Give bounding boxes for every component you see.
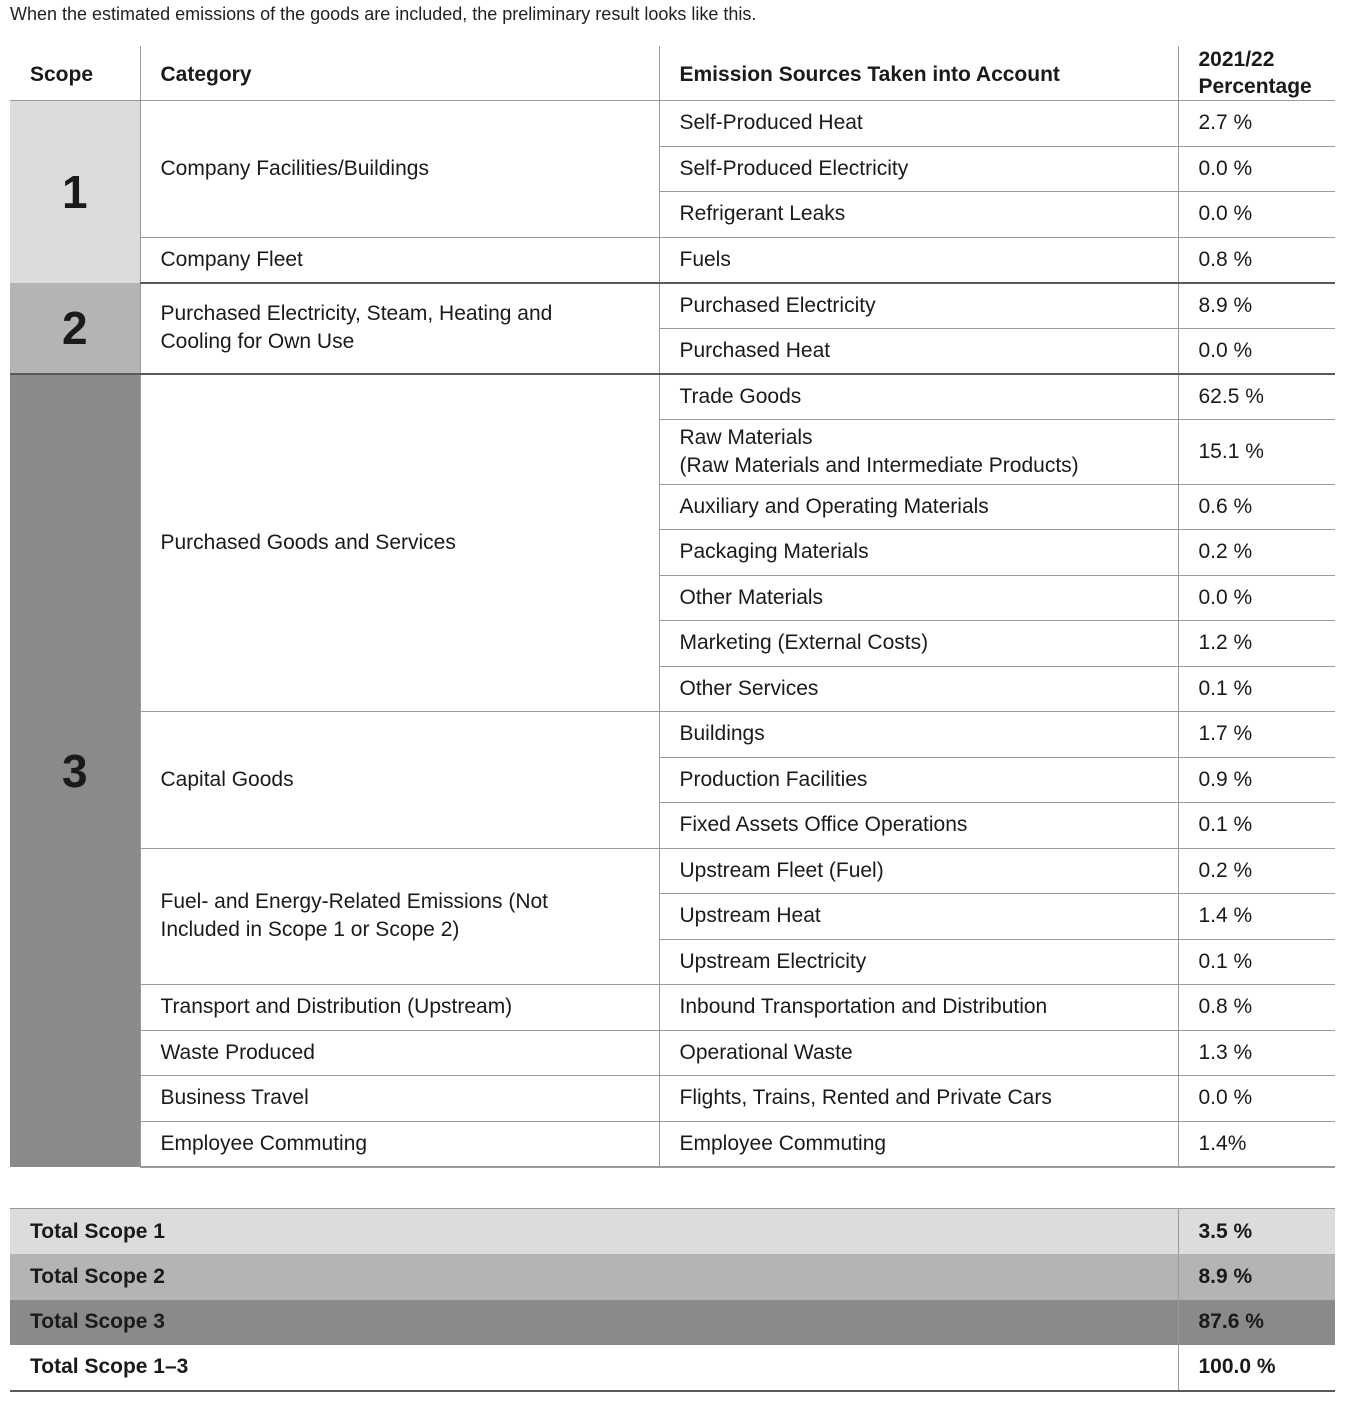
source-cell: Auxiliary and Operating Materials xyxy=(659,484,1178,530)
source-cell: Employee Commuting xyxy=(659,1121,1178,1167)
percentage-cell: 1.2 % xyxy=(1178,621,1335,667)
percentage-cell: 0.8 % xyxy=(1178,237,1335,283)
category-travel: Business Travel xyxy=(140,1076,659,1122)
category-capital-goods: Capital Goods xyxy=(140,712,659,849)
source-cell: Purchased Heat xyxy=(659,328,1178,374)
source-cell: Other Materials xyxy=(659,575,1178,621)
source-cell: Flights, Trains, Rented and Private Cars xyxy=(659,1076,1178,1122)
table-row xyxy=(10,1076,1335,1122)
total-row-all-scopes xyxy=(10,1345,1335,1391)
source-cell: Refrigerant Leaks xyxy=(659,192,1178,238)
category-commuting: Employee Commuting xyxy=(140,1121,659,1167)
percentage-cell: 0.8 % xyxy=(1178,985,1335,1031)
percentage-cell: 8.9 % xyxy=(1178,283,1335,329)
percentage-cell: 15.1 % xyxy=(1178,419,1335,484)
percentage-cell: 0.2 % xyxy=(1178,848,1335,894)
percentage-cell: 0.0 % xyxy=(1178,1076,1335,1122)
total-value: 3.5 % xyxy=(1178,1209,1335,1255)
header-sources: Emission Sources Taken into Account xyxy=(659,46,1178,101)
category-fuel-energy-line2: Included in Scope 1 or Scope 2) xyxy=(160,918,460,942)
total-value: 87.6 % xyxy=(1178,1300,1335,1346)
percentage-cell: 1.3 % xyxy=(1178,1030,1335,1076)
category-purchased-energy-line1: Purchased Electricity, Steam, Heating and xyxy=(160,302,553,325)
table-row xyxy=(10,985,1335,1031)
table-row xyxy=(10,283,1335,329)
total-label: Total Scope 1 xyxy=(10,1209,1178,1255)
percentage-cell: 0.1 % xyxy=(1178,666,1335,712)
percentage-cell: 0.6 % xyxy=(1178,484,1335,530)
category-fuel-energy-line1: Fuel- and Energy-Related Emissions (Not xyxy=(160,890,548,914)
percentage-cell: 1.4 % xyxy=(1178,894,1335,940)
table-row xyxy=(10,101,1335,147)
percentage-cell: 62.5 % xyxy=(1178,374,1335,420)
header-percentage xyxy=(1178,46,1335,101)
totals-table xyxy=(10,1208,1335,1392)
table-row xyxy=(10,374,1335,420)
total-value: 100.0 % xyxy=(1178,1345,1335,1391)
percentage-cell: 0.0 % xyxy=(1178,575,1335,621)
table-row xyxy=(10,712,1335,758)
category-fleet: Company Fleet xyxy=(140,237,659,283)
percentage-cell: 2.7 % xyxy=(1178,101,1335,147)
percentage-cell: 1.7 % xyxy=(1178,712,1335,758)
percentage-cell: 0.2 % xyxy=(1178,530,1335,576)
source-cell: Self-Produced Heat xyxy=(659,101,1178,147)
source-cell: Fixed Assets Office Operations xyxy=(659,803,1178,849)
source-cell: Packaging Materials xyxy=(659,530,1178,576)
percentage-cell: 0.0 % xyxy=(1178,328,1335,374)
intro-text: When the estimated emissions of the goods are included, the preliminary result looks like this. xyxy=(10,4,757,24)
scope-1-cell: 1 xyxy=(10,101,140,283)
source-cell: Marketing (External Costs) xyxy=(659,621,1178,667)
total-row-scope-3 xyxy=(10,1300,1335,1346)
total-label: Total Scope 1–3 xyxy=(10,1345,1178,1391)
source-cell xyxy=(659,419,1178,484)
source-cell: Other Services xyxy=(659,666,1178,712)
source-cell: Upstream Electricity xyxy=(659,939,1178,985)
table-row xyxy=(10,1121,1335,1167)
source-cell: Upstream Heat xyxy=(659,894,1178,940)
scope-3-cell: 3 xyxy=(10,374,140,1167)
header-category: Category xyxy=(140,46,659,101)
source-line2: (Raw Materials and Intermediate Products) xyxy=(679,453,1079,477)
source-cell: Purchased Electricity xyxy=(659,283,1178,329)
header-percentage-year: 2021/22 xyxy=(1198,48,1275,71)
emissions-table xyxy=(10,46,1335,1168)
category-facilities: Company Facilities/Buildings xyxy=(140,101,659,238)
source-cell: Trade Goods xyxy=(659,374,1178,420)
category-waste: Waste Produced xyxy=(140,1030,659,1076)
header-row xyxy=(10,46,1335,101)
table-row xyxy=(10,848,1335,894)
table-row xyxy=(10,1030,1335,1076)
source-line1: Raw Materials xyxy=(679,425,813,449)
total-row-scope-2 xyxy=(10,1254,1335,1300)
source-cell: Fuels xyxy=(659,237,1178,283)
category-purchased-energy xyxy=(140,283,659,374)
percentage-cell: 1.4% xyxy=(1178,1121,1335,1167)
percentage-cell: 0.0 % xyxy=(1178,192,1335,238)
source-cell: Operational Waste xyxy=(659,1030,1178,1076)
header-scope: Scope xyxy=(10,46,140,101)
source-cell: Inbound Transportation and Distribution xyxy=(659,985,1178,1031)
table-row xyxy=(10,237,1335,283)
category-fuel-energy xyxy=(140,848,659,985)
total-label: Total Scope 3 xyxy=(30,1310,165,1334)
total-label: Total Scope 2 xyxy=(30,1264,165,1288)
category-goods-services: Purchased Goods and Services xyxy=(140,374,659,712)
percentage-cell: 0.1 % xyxy=(1178,803,1335,849)
percentage-cell: 0.9 % xyxy=(1178,757,1335,803)
source-cell: Self-Produced Electricity xyxy=(659,146,1178,192)
total-row-scope-1 xyxy=(10,1209,1335,1255)
category-purchased-energy-line2: Cooling for Own Use xyxy=(160,330,355,353)
total-value: 8.9 % xyxy=(1178,1254,1335,1300)
percentage-cell: 0.1 % xyxy=(1178,939,1335,985)
percentage-cell: 0.0 % xyxy=(1178,146,1335,192)
source-cell: Buildings xyxy=(659,712,1178,758)
header-percentage-label: Percentage xyxy=(1198,75,1312,98)
source-cell: Upstream Fleet (Fuel) xyxy=(659,848,1178,894)
scope-2-cell: 2 xyxy=(10,283,140,374)
source-cell: Production Facilities xyxy=(659,757,1178,803)
category-transport: Transport and Distribution (Upstream) xyxy=(140,985,659,1031)
